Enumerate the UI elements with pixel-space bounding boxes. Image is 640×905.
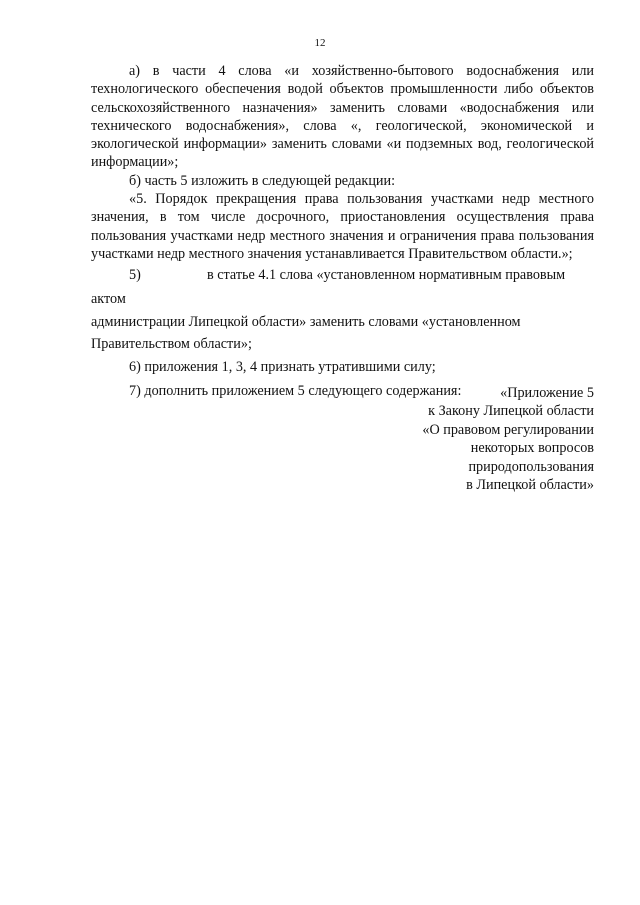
appendix-line-6: в Липецкой области»: [466, 477, 594, 494]
item-5-number: 5): [129, 267, 141, 284]
item-5-line-3: Правительством области»;: [91, 336, 252, 353]
item-5-line-1: в статье 4.1 слова «установленном нормативным правовым актом: [91, 267, 566, 308]
item-5-first-line: [91, 263, 594, 311]
appendix-line-2: к Закону Липецкой области: [428, 403, 594, 420]
paragraph-a: а) в части 4 слова «и хозяйственно-бытового водоснабжения или технологического обеспечения водой объектов промышленности либо объектов сельскохозяйственного назначения» заменить словами «водоснабжения или технического водоснабжения», слова «, геологической, экономической и экологической информации» заменить словами «и подземных вод, геологической информации»;: [91, 63, 594, 171]
page-number: 12: [314, 37, 326, 49]
item-5-line-2: администрации Липецкой области» заменить словами «установленном: [91, 314, 521, 331]
appendix-line-4: некоторых вопросов: [470, 440, 594, 457]
document-body: [91, 62, 594, 403]
paragraph-quote: «5. Порядок прекращения права пользования участками недр местного значения, в том числе досрочного, приостановления осуществления права пользования участками недр местного значения и ограничения права пользования участками недр местного значения устанавливается Правительством области.»;: [91, 191, 594, 262]
appendix-line-5: природопользования: [468, 458, 594, 475]
paragraph-item-6: 6) приложения 1, 3, 4 признать утратившими силу;: [129, 359, 436, 376]
paragraph-item-5: [91, 263, 594, 355]
paragraph-b: б) часть 5 изложить в следующей редакции:: [129, 172, 396, 189]
appendix-line-3: «О правовом регулировании: [422, 421, 594, 438]
appendix-line-1: «Приложение 5: [500, 385, 594, 401]
paragraph-item-7: 7) дополнить приложением 5 следующего содержания:: [129, 383, 462, 400]
appendix-header: [334, 384, 594, 494]
